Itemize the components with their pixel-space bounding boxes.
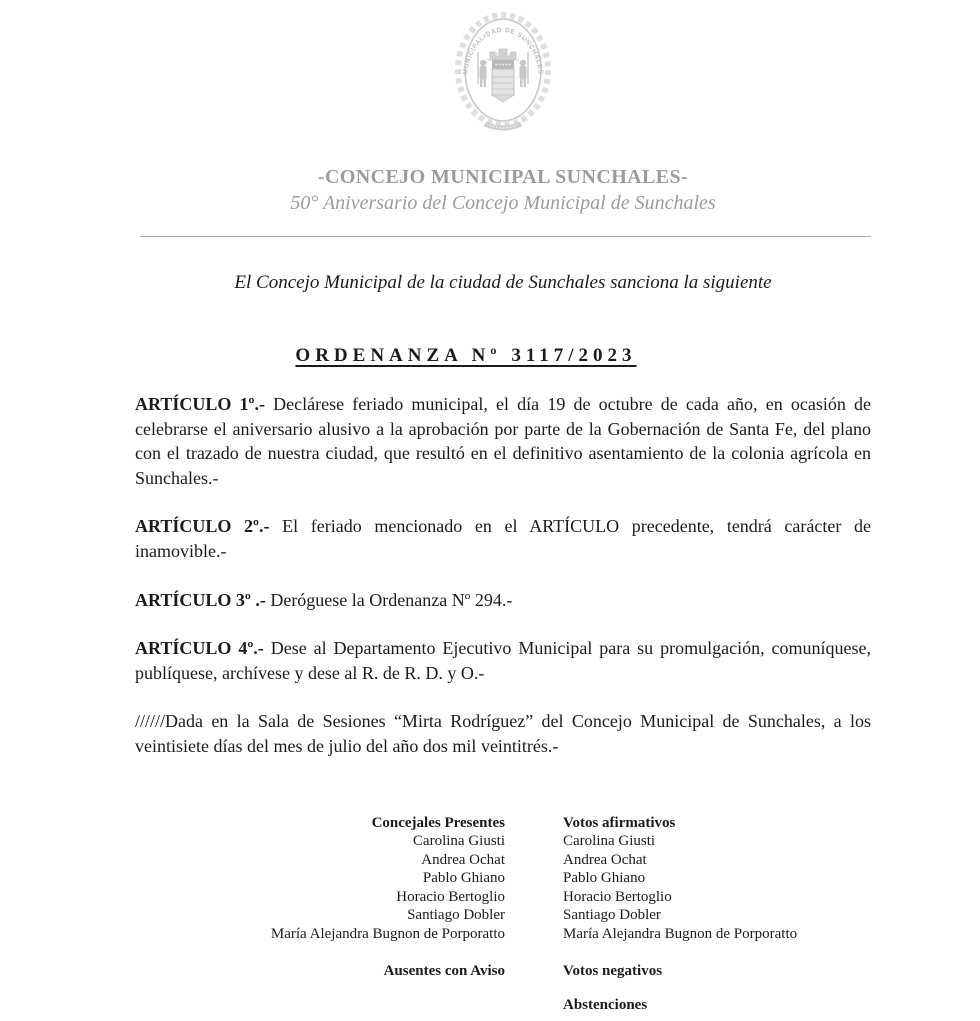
abstentions-title: Abstenciones — [563, 997, 648, 1014]
affirmative-vote-name: Andrea Ochat — [563, 851, 647, 868]
seal-container — [135, 8, 871, 134]
votes-column — [563, 814, 797, 1015]
header-divider — [140, 236, 871, 237]
article-3-label: ARTÍCULO 3º .- — [135, 589, 266, 610]
affirmative-vote-name: María Alejandra Bugnon de Porporatto — [563, 925, 798, 942]
article-4-label: ARTÍCULO 4º.- — [135, 638, 264, 659]
spacer — [563, 943, 797, 962]
article-1-text: Declárese feriado municipal, el día 19 de octubre de cada año, en ocasión de celebrarse el aniversario alusivo a la aprobación por parte de la Gobernación de Santa Fe, del plano con el trazado de nuestra ciudad, que resultó en el definitivo asentamiento de la colonia agrícola en Sunchales.- — [135, 394, 871, 488]
present-name: Andrea Ochat — [421, 851, 505, 868]
article-3 — [135, 588, 871, 613]
seal-castle — [490, 49, 516, 60]
present-name: Santiago Dobler — [407, 907, 505, 924]
letterhead-subtitle: 50° Aniversario del Concejo Municipal de Sunchales — [290, 192, 716, 214]
spacer — [563, 980, 797, 996]
article-2-label: ARTÍCULO 2º.- — [135, 516, 270, 537]
letterhead-title: -CONCEJO MUNICIPAL SUNCHALES- — [317, 166, 689, 188]
seal-shield-point — [492, 95, 514, 102]
spacer — [135, 943, 505, 962]
seal-guard-right — [520, 52, 529, 87]
closing-paragraph: //////Dada en la Sala de Sesiones “Mirta Rodríguez” del Concejo Municipal de Sunchales, a los veintisiete días del mes de julio del año dos mil veintitrés.- — [135, 711, 871, 756]
sanction-line: El Concejo Municipal de la ciudad de Sunchales sanciona la siguiente — [234, 272, 772, 293]
article-4 — [135, 636, 871, 685]
seal-shield — [492, 69, 514, 95]
article-3-text: Deróguese la Ordenanza Nº 294.- — [265, 589, 513, 610]
present-name: Pablo Ghiano — [422, 870, 505, 887]
affirmative-vote-name: Carolina Giusti — [563, 833, 656, 850]
present-title: Concejales Presentes — [371, 814, 505, 831]
seal-guard-left — [478, 52, 487, 87]
municipal-seal-icon — [453, 8, 553, 134]
negative-votes-title: Votos negativos — [563, 962, 663, 979]
ordinance-title-row — [135, 343, 871, 369]
article-2 — [135, 514, 871, 563]
article-1-label: ARTÍCULO 1º.- — [135, 394, 265, 414]
seal-arc-text: MUNICIPALIDAD DE SUNCHALES — [462, 26, 544, 76]
article-2-text: El feriado mencionado en el ARTÍCULO precedente, tendrá carácter de inamovible.- — [135, 516, 871, 561]
present-name: Carolina Giusti — [412, 833, 505, 850]
affirmative-vote-name: Pablo Ghiano — [563, 870, 646, 887]
present-column — [135, 814, 505, 1015]
article-1 — [135, 392, 871, 490]
article-4-text: Dese al Departamento Ejecutivo Municipal para su promulgación, comuníquese, publíquese, archívese y dese al R. de R. D. y O.- — [135, 638, 871, 683]
affirmative-vote-name: Santiago Dobler — [563, 907, 661, 924]
ordinance-title: ORDENANZA Nº 3117/2023 — [295, 345, 637, 366]
affirmative-votes-title: Votos afirmativos — [563, 814, 676, 831]
absent-title: Ausentes con Aviso — [383, 962, 505, 979]
attendance-section — [135, 814, 871, 1015]
present-name: Horacio Bertoglio — [396, 888, 505, 905]
present-name: María Alejandra Bugnon de Porporatto — [270, 925, 505, 942]
affirmative-vote-name: Horacio Bertoglio — [563, 888, 672, 905]
